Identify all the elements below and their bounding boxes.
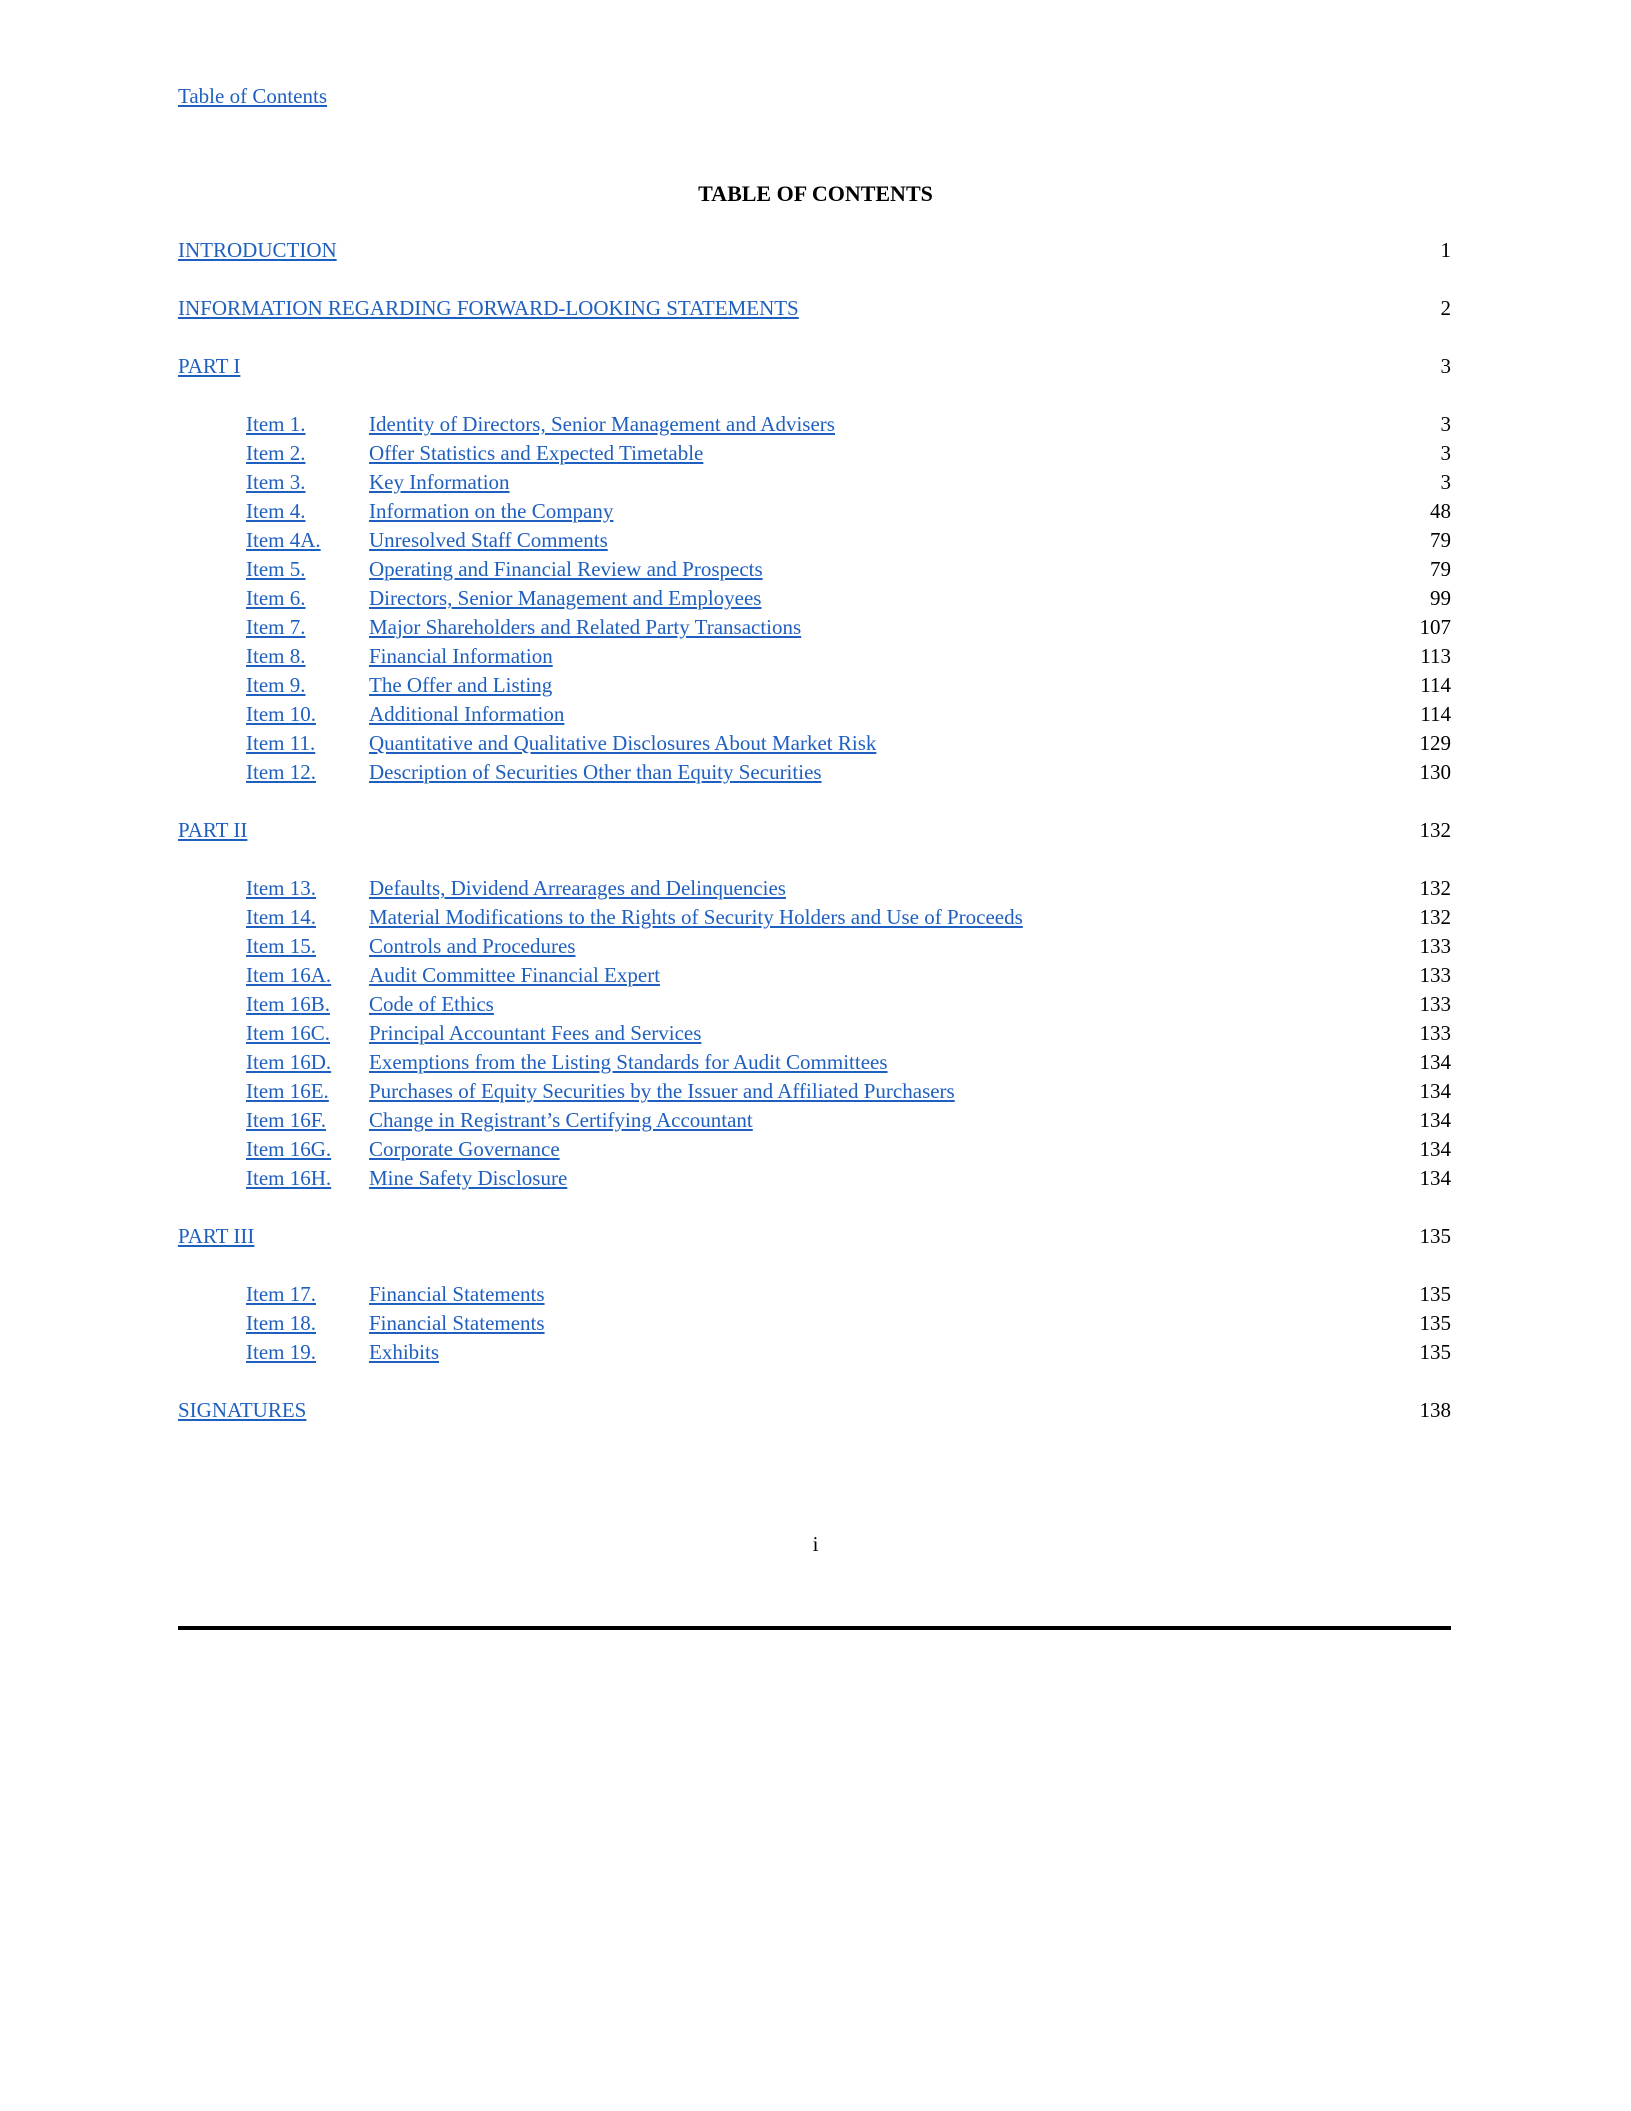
item-title-link[interactable]: Major Shareholders and Related Party Transactions <box>369 615 802 639</box>
part-2-link[interactable]: PART II <box>178 818 248 842</box>
toc-item-row <box>178 932 1451 961</box>
toc-item-row <box>178 613 1451 642</box>
toc-item-row <box>178 526 1451 555</box>
page-number: 3 <box>1440 441 1451 465</box>
table-of-contents-link[interactable]: Table of Contents <box>178 84 327 108</box>
page-number: 134 <box>1419 1079 1451 1103</box>
item-title-link[interactable]: Quantitative and Qualitative Disclosures About Market Risk <box>369 731 877 755</box>
item-title-link[interactable]: Defaults, Dividend Arrearages and Delinquencies <box>369 876 786 900</box>
item-title-link[interactable]: Financial Statements <box>369 1282 545 1306</box>
toc-item-row <box>178 642 1451 671</box>
item-number-link[interactable]: Item 11. <box>246 731 316 755</box>
item-number-link[interactable]: Item 18. <box>246 1311 316 1335</box>
page-number: 135 <box>1419 1224 1451 1248</box>
item-title-link[interactable]: Description of Securities Other than Equity Securities <box>369 760 822 784</box>
item-title-link[interactable]: Principal Accountant Fees and Services <box>369 1021 702 1045</box>
page-number: 1 <box>1440 238 1451 262</box>
toc-item-row <box>178 1338 1451 1367</box>
item-title-link[interactable]: Financial Statements <box>369 1311 545 1335</box>
page-number: 134 <box>1419 1050 1451 1074</box>
item-number-link[interactable]: Item 16G. <box>246 1137 332 1161</box>
toc-entry-part-3 <box>178 1222 1451 1251</box>
toc-item-row <box>178 671 1451 700</box>
forward-looking-link[interactable]: INFORMATION REGARDING FORWARD-LOOKING STATEMENTS <box>178 296 799 320</box>
page-number: 114 <box>1420 702 1451 726</box>
toc-item-row <box>178 410 1451 439</box>
toc-item-row <box>178 874 1451 903</box>
part-3-items <box>178 1280 1451 1367</box>
page-number: 3 <box>1440 470 1451 494</box>
page-number: 135 <box>1419 1282 1451 1306</box>
item-title-link[interactable]: Key Information <box>369 470 510 494</box>
item-number-link[interactable]: Item 4A. <box>246 528 321 552</box>
item-number-link[interactable]: Item 14. <box>246 905 316 929</box>
item-title-link[interactable]: Change in Registrant’s Certifying Accountant <box>369 1108 753 1132</box>
item-title-link[interactable]: Audit Committee Financial Expert <box>369 963 661 987</box>
toc-item-row <box>178 1019 1451 1048</box>
page-number: 3 <box>1440 412 1451 436</box>
footer-divider <box>178 1626 1451 1630</box>
page-number: 133 <box>1419 1021 1451 1045</box>
part-1-items <box>178 410 1451 787</box>
page-number: 114 <box>1420 673 1451 697</box>
toc-item-row <box>178 555 1451 584</box>
page-number: 134 <box>1419 1137 1451 1161</box>
page-number: 134 <box>1419 1108 1451 1132</box>
item-number-link[interactable]: Item 10. <box>246 702 316 726</box>
page-number: 132 <box>1419 876 1451 900</box>
item-title-link[interactable]: Exemptions from the Listing Standards for Audit Committees <box>369 1050 888 1074</box>
item-title-link[interactable]: Exhibits <box>369 1340 440 1364</box>
item-title-link[interactable]: Code of Ethics <box>369 992 494 1016</box>
page-number: 133 <box>1419 992 1451 1016</box>
item-number-link[interactable]: Item 6. <box>246 586 306 610</box>
item-title-link[interactable]: The Offer and Listing <box>369 673 553 697</box>
item-number-link[interactable]: Item 7. <box>246 615 306 639</box>
page-number: 132 <box>1419 905 1451 929</box>
footer-page-number: i <box>812 1532 819 1556</box>
item-number-link[interactable]: Item 16H. <box>246 1166 332 1190</box>
item-number-link[interactable]: Item 9. <box>246 673 306 697</box>
page-number: 138 <box>1419 1398 1451 1422</box>
item-number-link[interactable]: Item 12. <box>246 760 316 784</box>
part-1-link[interactable]: PART I <box>178 354 241 378</box>
item-number-link[interactable]: Item 4. <box>246 499 306 523</box>
item-number-link[interactable]: Item 16D. <box>246 1050 332 1074</box>
toc-item-row <box>178 439 1451 468</box>
item-number-link[interactable]: Item 3. <box>246 470 306 494</box>
item-number-link[interactable]: Item 16F. <box>246 1108 326 1132</box>
toc-item-row <box>178 1280 1451 1309</box>
page-number: 113 <box>1420 644 1451 668</box>
toc-item-row <box>178 1164 1451 1193</box>
page-number: 133 <box>1419 934 1451 958</box>
item-number-link[interactable]: Item 2. <box>246 441 306 465</box>
page-number: 135 <box>1419 1311 1451 1335</box>
item-number-link[interactable]: Item 5. <box>246 557 306 581</box>
page-number: 133 <box>1419 963 1451 987</box>
toc-item-row <box>178 758 1451 787</box>
item-title-link[interactable]: Unresolved Staff Comments <box>369 528 608 552</box>
toc-item-row <box>178 497 1451 526</box>
item-title-link[interactable]: Information on the Company <box>369 499 614 523</box>
page-number: 79 <box>1430 557 1451 581</box>
toc-item-row <box>178 1135 1451 1164</box>
page-number: 134 <box>1419 1166 1451 1190</box>
part-2-items <box>178 874 1451 1193</box>
toc-entry-part-1 <box>178 352 1451 381</box>
page-number: 130 <box>1419 760 1451 784</box>
item-number-link[interactable]: Item 16B. <box>246 992 330 1016</box>
item-title-link[interactable]: Material Modifications to the Rights of Security Holders and Use of Proceeds <box>369 905 1023 929</box>
toc-item-row <box>178 729 1451 758</box>
item-number-link[interactable]: Item 8. <box>246 644 306 668</box>
item-title-link[interactable]: Financial Information <box>369 644 553 668</box>
item-number-link[interactable]: Item 19. <box>246 1340 316 1364</box>
item-title-link[interactable]: Controls and Procedures <box>369 934 576 958</box>
toc-item-row <box>178 1077 1451 1106</box>
item-number-link[interactable]: Item 16C. <box>246 1021 330 1045</box>
page-number: 135 <box>1419 1340 1451 1364</box>
item-number-link[interactable]: Item 16E. <box>246 1079 329 1103</box>
item-title-link[interactable]: Corporate Governance <box>369 1137 560 1161</box>
toc-item-row <box>178 700 1451 729</box>
page-title: TABLE OF CONTENTS <box>698 181 933 206</box>
toc-item-row <box>178 584 1451 613</box>
part-3-link[interactable]: PART III <box>178 1224 255 1248</box>
item-number-link[interactable]: Item 13. <box>246 876 316 900</box>
page-number: 132 <box>1419 818 1451 842</box>
toc-list <box>178 236 1451 1425</box>
toc-item-row <box>178 1048 1451 1077</box>
toc-item-row <box>178 961 1451 990</box>
item-title-link[interactable]: Identity of Directors, Senior Management and Advisers <box>369 412 835 436</box>
item-number-link[interactable]: Item 16A. <box>246 963 332 987</box>
item-number-link[interactable]: Item 17. <box>246 1282 316 1306</box>
item-title-link[interactable]: Directors, Senior Management and Employees <box>369 586 762 610</box>
signatures-link[interactable]: SIGNATURES <box>178 1398 307 1422</box>
introduction-link[interactable]: INTRODUCTION <box>178 238 337 262</box>
toc-item-row <box>178 1309 1451 1338</box>
toc-item-row <box>178 903 1451 932</box>
item-title-link[interactable]: Additional Information <box>369 702 565 726</box>
page-number: 107 <box>1419 615 1451 639</box>
toc-entry-part-2 <box>178 816 1451 845</box>
page-number: 79 <box>1430 528 1451 552</box>
toc-entry-signatures <box>178 1396 1451 1425</box>
item-number-link[interactable]: Item 15. <box>246 934 316 958</box>
toc-entry-introduction <box>178 236 1451 265</box>
item-title-link[interactable]: Purchases of Equity Securities by the Issuer and Affiliated Purchasers <box>369 1079 955 1103</box>
toc-item-row <box>178 1106 1451 1135</box>
page-number: 3 <box>1440 354 1451 378</box>
page-number: 2 <box>1440 296 1451 320</box>
item-title-link[interactable]: Mine Safety Disclosure <box>369 1166 568 1190</box>
page-number: 99 <box>1430 586 1451 610</box>
item-number-link[interactable]: Item 1. <box>246 412 306 436</box>
item-title-link[interactable]: Operating and Financial Review and Prospects <box>369 557 763 581</box>
toc-entry-forward-looking <box>178 294 1451 323</box>
toc-item-row <box>178 990 1451 1019</box>
page-number: 129 <box>1419 731 1451 755</box>
item-title-link[interactable]: Offer Statistics and Expected Timetable <box>369 441 704 465</box>
toc-item-row <box>178 468 1451 497</box>
page-number: 48 <box>1430 499 1451 523</box>
